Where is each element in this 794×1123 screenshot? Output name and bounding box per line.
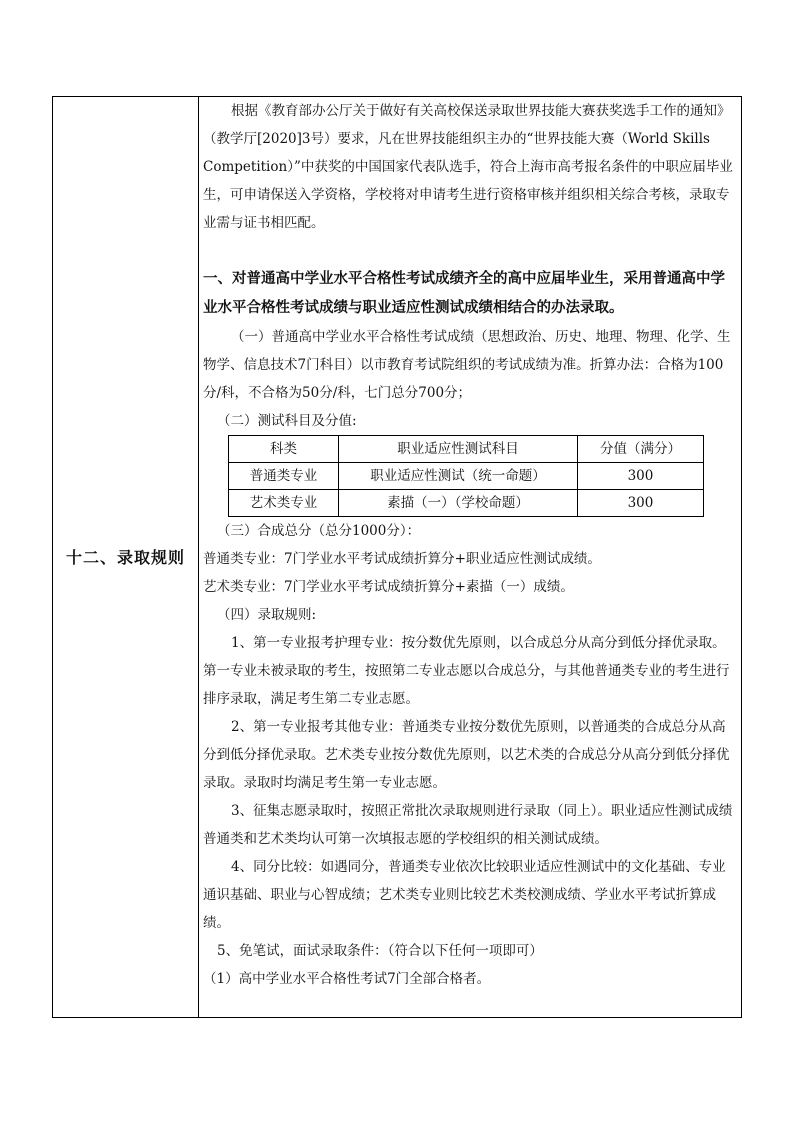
art-formula: 艺术类专业：7门学业水平考试成绩折算分+素描（一）成绩。 — [203, 579, 574, 595]
table-header-cell: 职业适应性测试科目 — [339, 436, 578, 463]
table-cell: 艺术类专业 — [229, 490, 339, 517]
table-header-cell: 分值（满分） — [577, 436, 703, 463]
item-one: （一）普通高中学业水平合格性考试成绩（思想政治、历史、地理、物理、化学、生物学、信息技术7门科目）以市教育考试院组织的考试成绩为准。折算办法：合格为100分/科，不合格为50分/科，七门总分700分； — [203, 329, 731, 401]
table-header-cell: 科类 — [229, 436, 339, 463]
test-subjects-table — [228, 435, 704, 517]
table-cell: 普通类专业 — [229, 463, 339, 490]
table-row — [229, 490, 704, 517]
section-label: 十二、录取规则 — [65, 548, 185, 567]
admission-rules-table — [52, 96, 742, 1018]
general-formula: 普通类专业：7门学业水平考试成绩折算分+职业适应性测试成绩。 — [203, 551, 601, 567]
column-divider — [198, 97, 199, 1017]
item-four: （四）录取规则: — [217, 607, 317, 623]
rule-five: 5、免笔试，面试录取条件：（符合以下任何一项即可） — [217, 943, 543, 959]
rule-three: 3、征集志愿录取时，按照正常批次录取规则进行录取（同上）。职业适应性测试成绩普通类和艺术类均认可第一次填报志愿的学校组织的相关测试成绩。 — [203, 803, 733, 847]
table-cell: 职业适应性测试（统一命题） — [339, 463, 578, 490]
rule-four: 4、同分比较：如遇同分，普通类专业依次比较职业适应性测试中的文化基础、专业通识基础、职业与心智成绩；艺术类专业则比较艺术类校测成绩、学业水平考试折算成绩。 — [203, 859, 726, 931]
table-row — [229, 463, 704, 490]
intro-paragraph: 根据《教育部办公厅关于做好有关高校保送录取世界技能大赛获奖选手工作的通知》（教学厅[2020]3号）要求，凡在世界技能组织主办的“世界技能大赛（World Skills Competition）”中获奖的中国国家代表队选手，符合上海市高考报名条件的中职应届毕业生，可申请保送入学资格，学校将对申请考生进行资格审核并组织相关综合考核，录取专业需与证书相匹配。 — [203, 103, 733, 231]
item-three: （三）合成总分（总分1000分）： — [217, 523, 421, 539]
table-header-row — [229, 436, 704, 463]
item-two: （二）测试科目及分值: — [217, 413, 357, 429]
rule-five-item-one: （1）高中学业水平合格性考试7门全部合格者。 — [203, 971, 491, 987]
rule-two: 2、第一专业报考其他专业：普通类专业按分数优先原则，以普通类的合成总分从高分到低分择优录取。艺术类专业按分数优先原则，以艺术类的合成总分从高分到低分择优录取。录取时均满足考生第一专业志愿。 — [203, 719, 730, 791]
section-content — [203, 97, 738, 993]
heading-one: 一、对普通高中学业水平合格性考试成绩齐全的高中应届毕业生，采用普通高中学业水平合格性考试成绩与职业适应性测试成绩相结合的办法录取。 — [203, 271, 725, 316]
table-cell: 素描（一）（学校命题） — [339, 490, 578, 517]
table-cell: 300 — [577, 463, 703, 490]
table-cell: 300 — [577, 490, 703, 517]
rule-one: 1、第一专业报考护理专业：按分数优先原则，以合成总分从高分到低分择优录取。第一专业未被录取的考生，按照第二专业志愿以合成总分，与其他普通类专业的考生进行排序录取，满足考生第二专业志愿。 — [203, 635, 730, 707]
